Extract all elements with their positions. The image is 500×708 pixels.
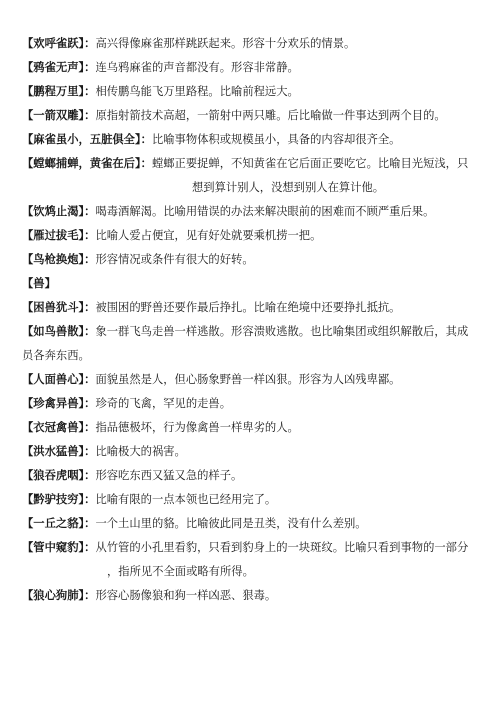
idiom-term: 【鸟枪换炮】: [22, 253, 85, 266]
idiom-term: 【衣冠禽兽】: [22, 421, 85, 434]
idiom-entry: 【鹏程万里】：相传鹏鸟能飞万里路程。比喻前程远大。: [22, 85, 299, 98]
idiom-term: 【螳螂捕蝉，黄雀在后】: [22, 157, 141, 170]
idiom-term: 【雁过拔毛】: [22, 229, 85, 242]
idiom-definition-continued: 想到算计别人，没想到别人在算计他。: [192, 181, 385, 194]
idiom-definition-continued: ，指所见不全面或略有所得。: [107, 565, 254, 578]
idiom-term: 【洪水猛兽】: [22, 445, 85, 458]
idiom-definition: 从竹管的小孔里看豹，只看到豹身上的一块斑纹。比喻只看到事物的一部分: [95, 541, 469, 554]
idiom-entry: 【黔驴技穷】：比喻有限的一点本领也已经用完了。: [22, 493, 277, 506]
idiom-term: 【珍禽异兽】: [22, 397, 85, 410]
idiom-definition: 象一群飞鸟走兽一样逃散。形容溃败逃散。也比喻集团或组织解散后，其成: [95, 325, 469, 338]
idiom-entry: 【如鸟兽散】：象一群飞鸟走兽一样逃散。形容溃败逃散。也比喻集团或组织解散后，其成 员各奔东西。: [22, 320, 482, 368]
idiom-term: 【狼吞虎咽】: [22, 469, 85, 482]
idiom-entry: 【狼吞虎咽】：形容吃东西又猛又急的样子。: [22, 469, 243, 482]
idiom-definition: 原指射箭技术高超，一箭射中两只雕。后比喻做一件事达到两个目的。: [95, 109, 446, 122]
idiom-definition: 形容情况或条件有很大的好转。: [95, 253, 254, 266]
idiom-term: 【狼心狗肺】: [22, 589, 85, 602]
idiom-definition: 比喻事物体积或规模虽小，具备的内容却很齐全。: [151, 133, 401, 146]
idiom-definition: 比喻有限的一点本领也已经用完了。: [95, 493, 277, 506]
idiom-entry: 【鸟枪换炮】：形容情况或条件有很大的好转。: [22, 253, 254, 266]
idiom-definition: 珍奇的飞禽，罕见的走兽。: [95, 397, 232, 410]
idiom-term: 【困兽犹斗】: [22, 301, 85, 314]
idiom-definition: 比喻极大的祸害。: [95, 445, 186, 458]
idiom-entry: 【一丘之貉】：一个土山里的貉。比喻彼此同是丑类，没有什么差别。: [22, 517, 367, 530]
idiom-definition: 形容心肠像狼和狗一样凶恶、狠毒。: [95, 589, 277, 602]
idiom-definition: 相传鹏鸟能飞万里路程。比喻前程远大。: [95, 85, 299, 98]
idiom-definition: 喝毒酒解渴。比喻用错误的办法来解决眼前的困难而不顾严重后果。: [95, 205, 435, 218]
idiom-term: 【鸦雀无声】: [22, 61, 85, 74]
idiom-term: 【鹏程万里】: [22, 85, 85, 98]
idiom-definition: 指品德极坏，行为像禽兽一样卑劣的人。: [95, 421, 299, 434]
idiom-term: 【饮鸩止渴】: [22, 205, 85, 218]
idiom-definition: 被围困的野兽还要作最后挣扎。比喻在绝境中还要挣扎抵抗。: [95, 301, 401, 314]
idiom-entry: 【洪水猛兽】：比喻极大的祸害。: [22, 445, 186, 458]
idiom-entry: 【衣冠禽兽】：指品德极坏，行为像禽兽一样卑劣的人。: [22, 421, 299, 434]
idiom-term: 【欢呼雀跃】: [22, 37, 85, 50]
idiom-term: 【人面兽心】: [22, 373, 85, 386]
idiom-term: 【管中窥豹】: [22, 541, 85, 554]
idiom-definition-continued: 员各奔东西。: [22, 349, 90, 362]
idiom-definition: 形容吃东西又猛又急的样子。: [95, 469, 243, 482]
idiom-definition: 面貌虽然是人，但心肠象野兽一样凶狠。形容为人凶残卑鄙。: [95, 373, 401, 386]
idiom-entry: 【人面兽心】：面貌虽然是人，但心肠象野兽一样凶狠。形容为人凶残卑鄙。: [22, 373, 401, 386]
idiom-entry: 【狼心狗肺】：形容心肠像狼和狗一样凶恶、狠毒。: [22, 589, 277, 602]
idiom-definition: 一个土山里的貉。比喻彼此同是丑类，没有什么差别。: [95, 517, 367, 530]
idiom-entry: 【鸦雀无声】：连乌鸦麻雀的声音都没有。形容非常静。: [22, 61, 299, 74]
idiom-term: 【如鸟兽散】: [22, 325, 85, 338]
idiom-entry: 【麻雀虽小，五脏俱全】：比喻事物体积或规模虽小，具备的内容却很齐全。: [22, 133, 401, 146]
idiom-definition: 比喻人爱占便宜，见有好处就要乘机捞一把。: [95, 229, 322, 242]
idiom-entry: 【欢呼雀跃】：高兴得像麻雀那样跳跃起来。形容十分欢乐的情景。: [22, 37, 356, 50]
idiom-definition: 连乌鸦麻雀的声音都没有。形容非常静。: [95, 61, 299, 74]
idiom-entry: 【饮鸩止渴】：喝毒酒解渴。比喻用错误的办法来解决眼前的困难而不顾严重后果。: [22, 205, 435, 218]
idiom-entry: 【管中窥豹】：从竹管的小孔里看豹，只看到豹身上的一块斑纹。比喻只看到事物的一部分 ，指所见不全面或略有所得。: [22, 536, 482, 584]
idiom-entry: 【困兽犹斗】：被围困的野兽还要作最后挣扎。比喻在绝境中还要挣扎抵抗。: [22, 301, 401, 314]
idiom-definition: 高兴得像麻雀那样跳跃起来。形容十分欢乐的情景。: [95, 37, 356, 50]
idiom-entry: 【螳螂捕蝉，黄雀在后】：螳螂正要捉蝉，不知黄雀在它后面正要吃它。比喻目光短浅，只 想到算计别人，没想到别人在算计他。: [22, 152, 482, 200]
idiom-entry: 【雁过拔毛】：比喻人爱占便宜，见有好处就要乘机捞一把。: [22, 229, 322, 242]
idiom-entry: 【一箭双雕】：原指射箭技术高超，一箭射中两只雕。后比喻做一件事达到两个目的。: [22, 109, 446, 122]
idiom-entry: 【珍禽异兽】：珍奇的飞禽，罕见的走兽。: [22, 397, 232, 410]
idiom-term: 【麻雀虽小，五脏俱全】: [22, 133, 141, 146]
idiom-list: [22, 32, 482, 608]
idiom-term: 【一箭双雕】: [22, 109, 85, 122]
idiom-term: 【一丘之貉】: [22, 517, 85, 530]
section-heading: 【兽】: [22, 277, 56, 290]
idiom-definition: 螳螂正要捉蝉，不知黄雀在它后面正要吃它。比喻目光短浅，只: [151, 157, 469, 170]
idiom-term: 【黔驴技穷】: [22, 493, 85, 506]
